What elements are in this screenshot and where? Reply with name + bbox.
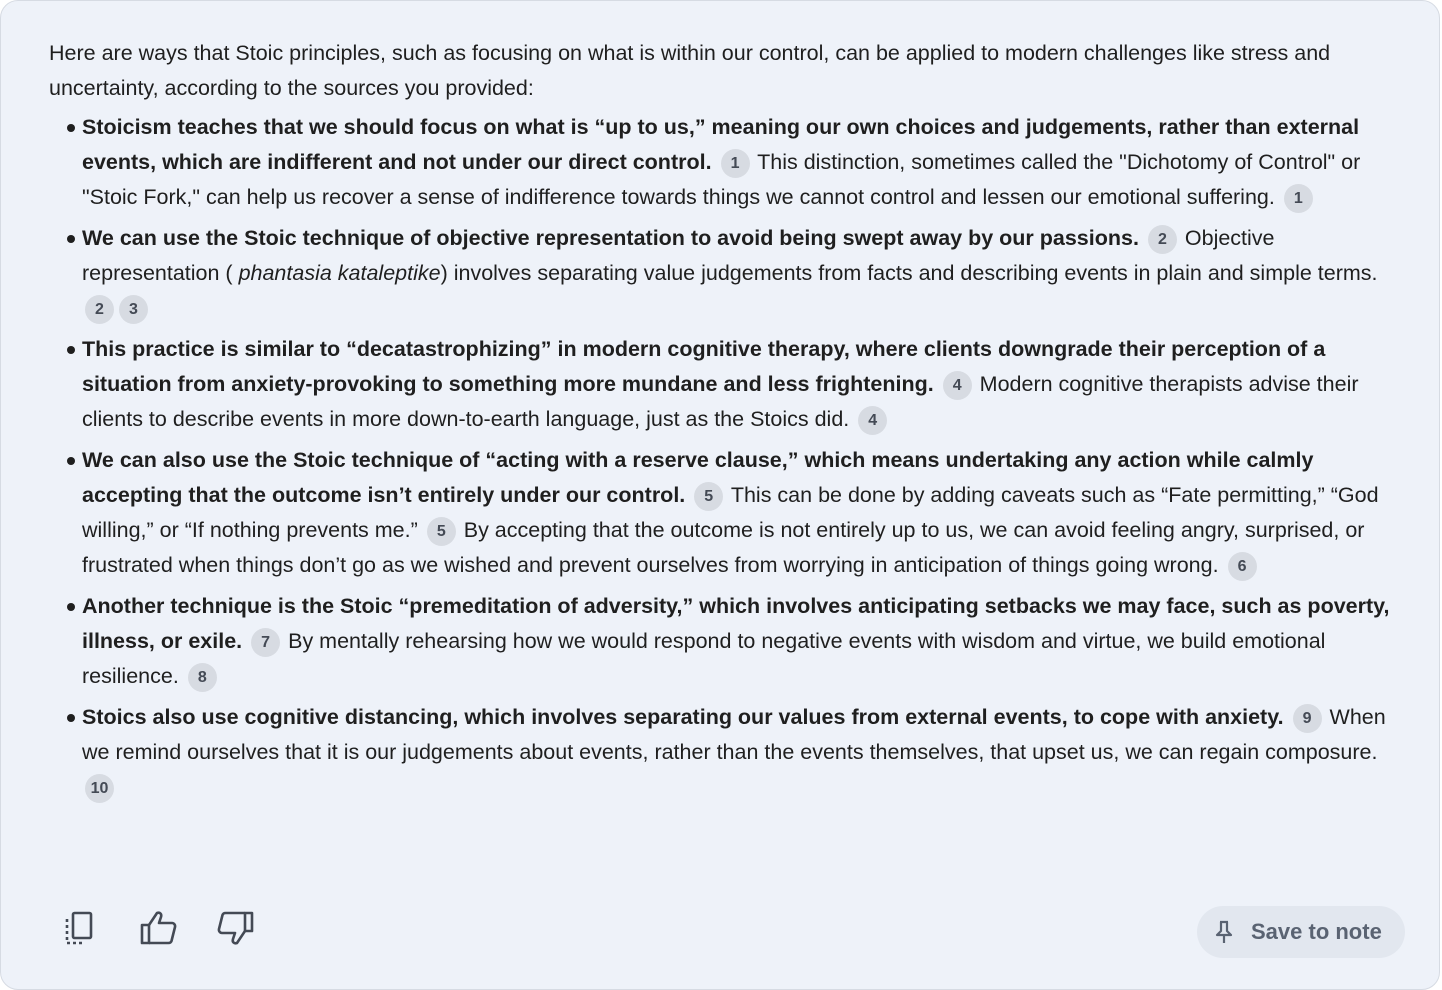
citation-chip[interactable]: 1 — [721, 149, 750, 178]
point-heading: Stoics also use cognitive distancing, which involves separating our values from external events, to cope with anxiety. — [82, 705, 1284, 729]
thumbs-up-button[interactable] — [137, 906, 181, 950]
point-text: When we remind ourselves that it is our judgements about events, rather than the events themselves, that upset us, we can regain composure. — [82, 705, 1386, 764]
points-list — [49, 110, 1407, 805]
point-heading: Stoicism teaches that we should focus on what is “up to us,” meaning our own choices and judgements, rather than external events, which are indifferent and not under our direct control. — [82, 115, 1360, 174]
citation-chip[interactable]: 9 — [1293, 704, 1322, 733]
copy-button[interactable] — [59, 906, 103, 950]
list-item — [49, 589, 1407, 694]
citation-chip[interactable]: 4 — [943, 371, 972, 400]
intro-paragraph: Here are ways that Stoic principles, such as focusing on what is within our control, can be applied to modern challenges like stress and uncertainty, according to the sources you provided: — [49, 41, 1331, 100]
point-text: Modern cognitive therapists advise their clients to describe events in more down-to-earth language, just as the Stoics did. — [82, 372, 1359, 431]
save-to-note-label: Save to note — [1251, 919, 1382, 944]
point-italic-term: phantasia kataleptike — [238, 261, 441, 285]
point-heading: We can use the Stoic technique of objective representation to avoid being swept away by our passions. — [82, 226, 1139, 250]
citation-chip[interactable]: 6 — [1228, 552, 1257, 581]
list-item — [49, 700, 1407, 805]
thumbs-up-icon — [137, 906, 181, 950]
point-text: ) involves separating value judgements from facts and describing events in plain and simple terms. — [440, 261, 1378, 285]
citation-chip[interactable]: 10 — [85, 774, 114, 803]
point-text: By mentally rehearsing how we would respond to negative events with wisdom and virtue, we build emotional resilience. — [82, 629, 1326, 688]
point-text: Objective representation ( — [82, 226, 1275, 285]
citation-chip[interactable]: 5 — [694, 482, 723, 511]
point-heading: This practice is similar to “decatastrophizing” in modern cognitive therapy, where clients downgrade their perception of a situation from anxiety-provoking to something more mundane and less frightening. — [82, 337, 1326, 396]
citation-chip[interactable]: 2 — [1148, 225, 1177, 254]
point-text: This distinction, sometimes called the "Dichotomy of Control" or "Stoic Fork," can help us recover a sense of indifference towards things we cannot control and lessen our emotional suffering. — [82, 150, 1361, 209]
point-text: By accepting that the outcome is not entirely up to us, we can avoid feeling angry, surprised, or frustrated when things don’t go as we wished and prevent ourselves from worrying in anticipation of things going wrong. — [82, 518, 1365, 577]
list-item — [49, 221, 1407, 326]
citation-chip[interactable]: 3 — [119, 295, 148, 324]
list-item — [49, 332, 1407, 437]
thumbs-down-icon — [213, 906, 257, 950]
pin-icon — [1211, 919, 1237, 945]
citation-chip[interactable]: 1 — [1284, 184, 1313, 213]
save-to-note-button[interactable] — [1197, 906, 1405, 958]
thumbs-down-button[interactable] — [213, 906, 257, 950]
citation-chip[interactable]: 4 — [858, 406, 887, 435]
response-content — [49, 36, 1407, 811]
citation-chip[interactable]: 7 — [251, 628, 280, 657]
point-heading: Another technique is the Stoic “premeditation of adversity,” which involves anticipating setbacks we may face, such as poverty, illness, or exile. — [82, 594, 1390, 653]
point-heading: We can also use the Stoic technique of “acting with a reserve clause,” which means undertaking any action while calmly accepting that the outcome isn’t entirely under our control. — [82, 448, 1314, 507]
point-text: This can be done by adding caveats such as “Fate permitting,” “God willing,” or “If nothing prevents me.” — [82, 483, 1379, 542]
list-item — [49, 443, 1407, 583]
copy-icon — [59, 906, 103, 950]
citation-chip[interactable]: 5 — [427, 517, 456, 546]
citation-chip[interactable]: 8 — [188, 663, 217, 692]
citation-chip[interactable]: 2 — [85, 295, 114, 324]
list-item — [49, 110, 1407, 215]
